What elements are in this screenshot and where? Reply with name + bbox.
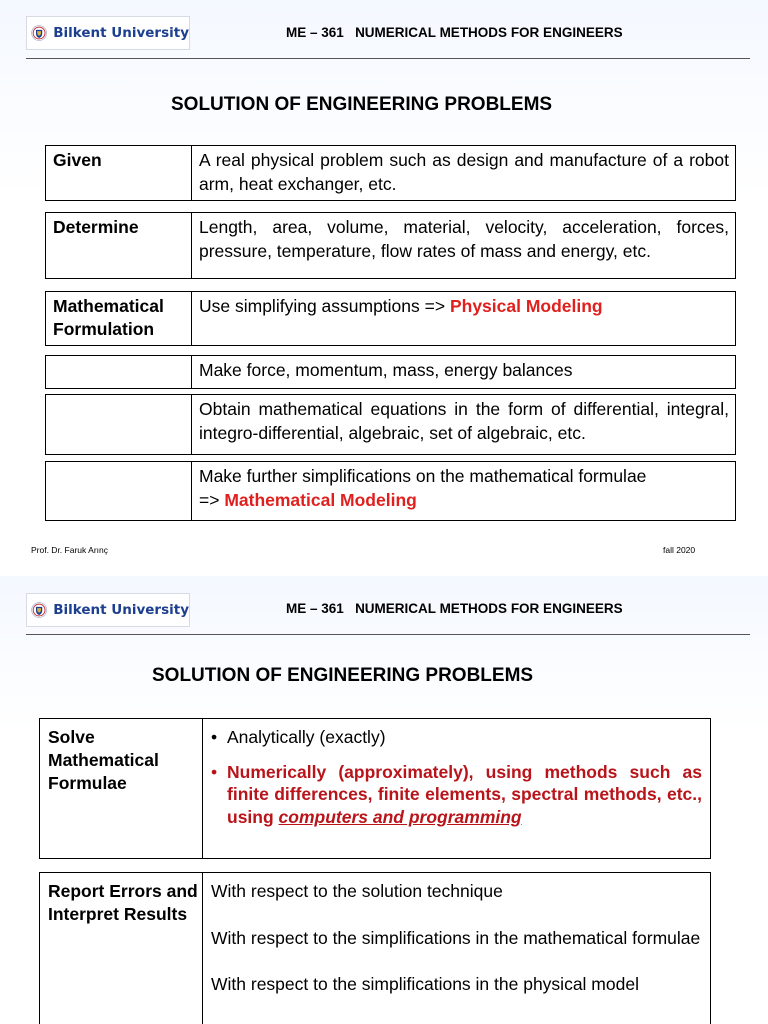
table-row: [45, 291, 736, 346]
table-row: [39, 718, 711, 859]
course-header: [286, 25, 623, 40]
page-title: SOLUTION OF ENGINEERING PROBLEMS: [152, 665, 534, 686]
row-label: Determine: [46, 213, 192, 278]
course-name: NUMERICAL METHODS FOR ENGINEERS: [355, 25, 623, 40]
table-row: [39, 872, 711, 1024]
header-divider: [26, 58, 750, 59]
row-label: [46, 356, 192, 388]
bullet-text-plain: Numerically (approximately), using methods such as finite differences, finite elements, spectral methods, etc., using: [227, 761, 702, 827]
footer-term: fall 2020: [663, 545, 696, 555]
row-text-plain: Use simplifying assumptions =>: [199, 296, 450, 316]
table-row: [45, 145, 736, 201]
row-text-line1: Make further simplifications on the mathematical formulae: [199, 466, 647, 486]
university-logo: [26, 593, 190, 627]
bilkent-seal-icon: [31, 20, 47, 46]
header-divider: [26, 634, 750, 635]
page-title: SOLUTION OF ENGINEERING PROBLEMS: [171, 94, 553, 115]
list-item: With respect to the simplifications in the physical model: [211, 974, 639, 994]
university-logo: [26, 16, 190, 50]
row-text: Length, area, volume, material, velocity, acceleration, forces, pressure, temperature, flow rates of mass and energy, etc.: [199, 217, 729, 261]
bullet-icon: •: [211, 727, 218, 747]
row-text: [203, 719, 710, 858]
row-text: [192, 462, 735, 520]
mathematical-modeling-highlight: Mathematical Modeling: [224, 489, 417, 510]
row-label: Report Errors and Interpret Results: [40, 873, 203, 1024]
row-text: A real physical problem such as design and manufacture of a robot arm, heat exchanger, etc.: [199, 150, 729, 194]
table-row: [45, 461, 736, 521]
course-code: ME – 361: [286, 25, 344, 40]
logo-text: Bilkent University: [53, 25, 189, 41]
row-label: Mathematical Formulation: [46, 292, 192, 345]
row-label: [46, 395, 192, 454]
row-text: Make force, momentum, mass, energy balances: [199, 360, 573, 380]
list-item: [211, 761, 702, 829]
row-label: Given: [46, 146, 192, 200]
bullet-text: Analytically (exactly): [227, 727, 386, 747]
bullet-icon: •: [211, 761, 218, 782]
row-text: [192, 292, 735, 345]
logo-text: Bilkent University: [53, 602, 189, 618]
list-item: [211, 726, 702, 749]
computers-programming-emphasis: computers and programming: [278, 806, 522, 827]
row-text: Obtain mathematical equations in the form of differential, integral, integro-differential, algebraic, set of algebraic, etc.: [199, 399, 729, 443]
row-text-arrow: =>: [199, 489, 225, 510]
slide-2: [0, 576, 768, 1024]
row-text: [203, 873, 710, 1024]
physical-modeling-highlight: Physical Modeling: [449, 296, 603, 316]
course-header: [286, 601, 623, 616]
footer-author: Prof. Dr. Faruk Arınç: [31, 545, 108, 555]
table-row: [45, 212, 736, 279]
table-row: [45, 394, 736, 455]
table-row: [45, 355, 736, 389]
course-code: ME – 361: [286, 601, 344, 616]
course-name: NUMERICAL METHODS FOR ENGINEERS: [355, 601, 623, 616]
row-label: [46, 462, 192, 520]
list-item: With respect to the solution technique: [211, 881, 503, 901]
list-item: With respect to the simplifications in the mathematical formulae: [211, 927, 701, 948]
row-label: Solve Mathematical Formulae: [40, 719, 203, 858]
bullet-text: [227, 761, 702, 829]
bilkent-seal-icon: [31, 597, 47, 623]
